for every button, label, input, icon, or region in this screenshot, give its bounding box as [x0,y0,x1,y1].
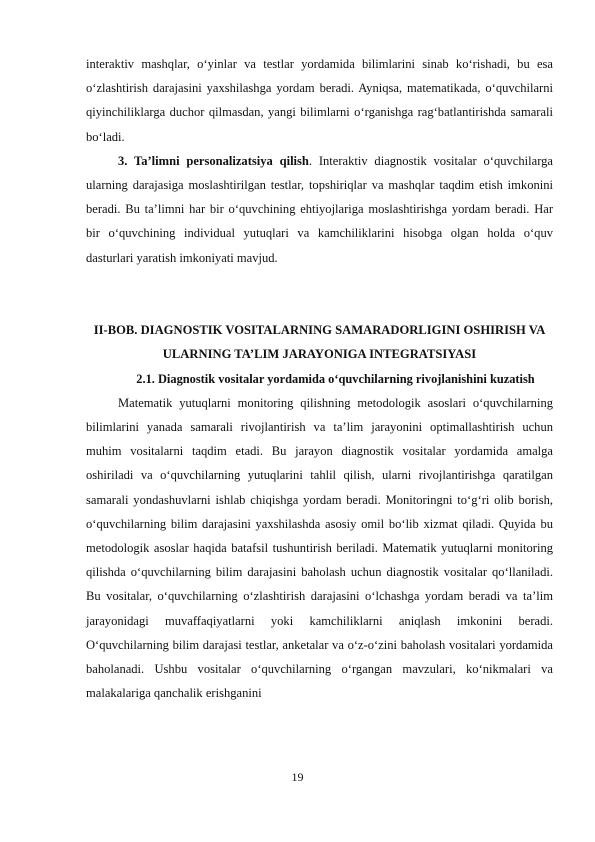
paragraph-body: . Interaktiv diagnostik vositalar o‘quvchilarga ularning darajasiga moslashtirilgan testlar, topshiriqlar va mashqlar taqdim etish imkonini beradi. Bu ta’limni har bir o‘quvchining ehtiyojlariga moslashtirishga yordam beradi. Har bir o‘quvchining individual yutuqlari va kamchiliklarini hisobga olgan holda o‘quv dasturlari yaratish imkoniyati mavjud. [86,153,553,265]
document-page [86,52,553,705]
chapter-heading: II-BOB. DIAGNOSTIK VOSITALARNING SAMARADORLIGINI OSHIRISH VA ULARNING TA’LIM JARAYONIGA INTEGRATSIYASI [93,322,546,362]
paragraph-lead: 3. Ta’limni personalizatsiya qilish [118,153,309,168]
paragraph-intro: interaktiv mashqlar, o‘yinlar va testlar yordamida bilimlarini sinab ko‘rishadi, bu esa o‘zlashtirish darajasini yaxshilashga yordam beradi. Ayniqsa, matematikada, o‘quvchilarni qiyinchiliklarga duchor qilmasdan, yangi bilimlarni o‘rganishga rag‘batlantirishda samarali bo‘ladi. [86,57,553,144]
page-number: 19 [291,770,304,784]
section-gap [86,270,553,318]
section-heading: 2.1. Diagnostik vositalar yordamida o‘quvchilarning rivojlanishini kuzatish [136,371,535,386]
paragraph-personalization [86,149,553,270]
paragraph-monitoring: Matematik yutuqlarni monitoring qilishning metodologik asoslari o‘quvchilarning bilimlarini yanada samarali rivojlantirish va ta’lim jarayonini optimallashtirish uchun muhim vositalarni taqdim etadi. Bu jarayon diagnostik vositalar yordamida amalga oshiriladi va o‘quvchilarning yutuqlarini tahlil qilish, ularni rivojlantirishga qaratilgan samarali yondashuvlarni ishlab chiqishga yordam beradi. Monitoringni to‘g‘ri olib borish, o‘quvchilarning bilim darajasini yaxshilashda asosiy omil bo‘lib xizmat qiladi. Quyida bu metodologik asoslar haqida batafsil tushuntirish beriladi. Matematik yutuqlarni monitoring qilishda o‘quvchilarning bilim darajasini baholash uchun diagnostik vositalar qo‘llaniladi. Bu vositalar, o‘quvchilarning o‘zlashtirish darajasini o‘lchashga yordam beradi va ta’lim jarayonidagi muvaffaqiyatlarni yoki kamchiliklarni aniqlash imkonini beradi. O‘quvchilarning bilim darajasi testlar, anketalar va o‘z-o‘zini baholash vositalari yordamida baholanadi. Ushbu vositalar o‘quvchilarning o‘rgangan mavzulari, ko‘nikmalari va malakalariga qanchalik erishganini [86,395,553,701]
